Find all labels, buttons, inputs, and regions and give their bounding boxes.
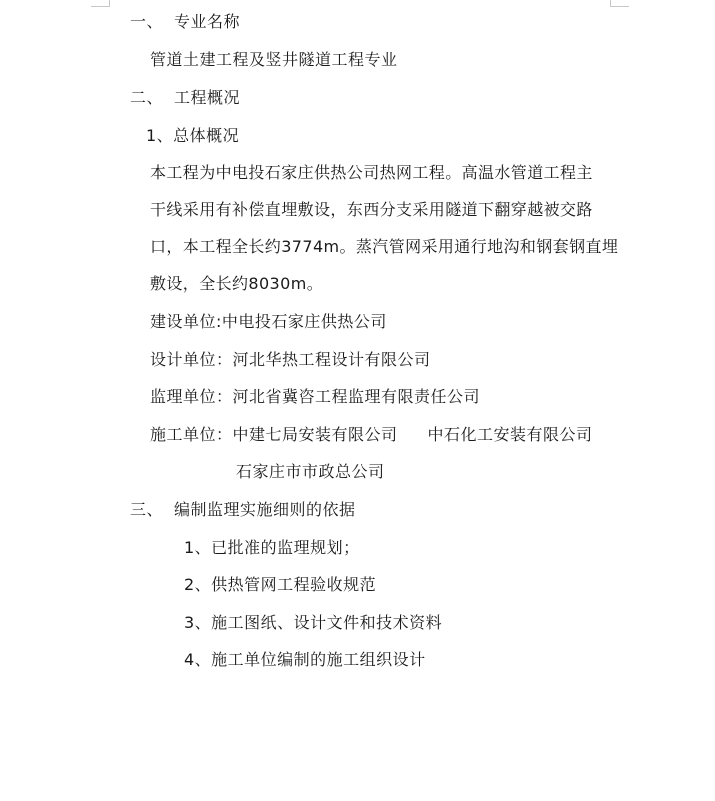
builder-1: 中建七局安装有限公司: [232, 425, 398, 444]
section-heading-1: [130, 12, 240, 32]
builder-unit: [150, 425, 593, 445]
section-number: 一、: [130, 12, 164, 31]
basis-item: 2、供热管网工程验收规范: [184, 575, 377, 594]
builder-2: 中石化工安装有限公司: [427, 425, 593, 444]
paragraph-line: 敷设，全长约8030m。: [150, 274, 324, 293]
paragraph-line: 干线采用有补偿直埋敷设，东西分支采用隧道下翻穿越被交路: [150, 200, 593, 219]
overview-paragraph: [150, 163, 619, 311]
section-heading-2: [130, 88, 240, 108]
builder-3: 石家庄市市政总公司: [236, 462, 385, 481]
section-title: 专业名称: [174, 12, 241, 31]
paragraph-line: 口，本工程全长约3774m。蒸汽管网采用通行地沟和钢套钢直埋: [150, 237, 619, 256]
builder-label: 施工单位：: [150, 425, 233, 444]
crop-mark-right: [610, 0, 629, 7]
basis-item: 4、施工单位编制的施工组织设计: [184, 650, 426, 669]
major-name: 管道土建工程及竖井隧道工程专业: [150, 50, 398, 69]
construction-unit: 建设单位:中电投石家庄供热公司: [150, 312, 387, 331]
basis-item: 3、施工图纸、设计文件和技术资料: [184, 613, 443, 632]
supervision-unit: 监理单位：河北省冀咨工程监理有限责任公司: [150, 387, 481, 406]
section-heading-3: [130, 500, 356, 520]
section-number: 三、: [130, 500, 164, 519]
design-unit: 设计单位：河北华热工程设计有限公司: [150, 350, 431, 369]
crop-mark-left: [91, 0, 110, 7]
basis-item: 1、已批准的监理规划；: [184, 538, 360, 557]
section-title: 编制监理实施细则的依据: [174, 500, 356, 519]
section-title: 工程概况: [174, 88, 241, 107]
paragraph-line: 本工程为中电投石家庄供热公司热网工程。高温水管道工程主: [150, 163, 593, 182]
section-number: 二、: [130, 88, 164, 107]
overview-heading: 1、总体概况: [146, 126, 240, 145]
